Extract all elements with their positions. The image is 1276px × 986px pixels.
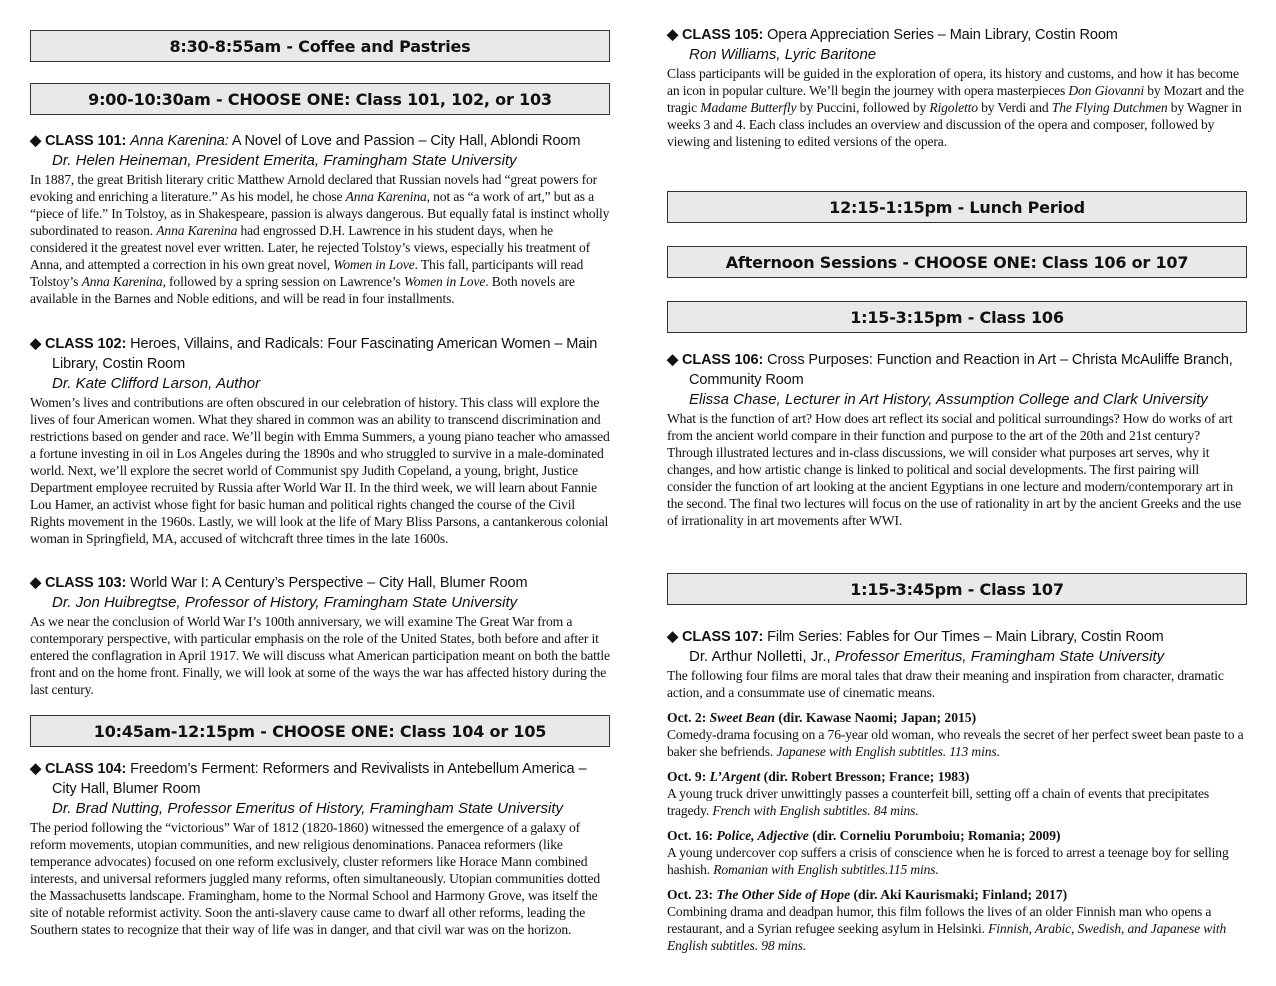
text-segment: ◆ CLASS 101: — [30, 133, 131, 149]
text-segment: Oct. 9: — [667, 769, 710, 784]
text-segment: The Other Side of Hope — [716, 887, 851, 902]
text-segment: The period following the “victorious” War of 1812 (1820-1860) witnessed the emergence of a galaxy of reform movements, utopian communities, and new religious denominations. Panacea reformers (like temperance advocates) focused on one reform exclusively, cluster reformers like Horace Mann combined interests, and universal reformers juggled many reforms, often simultaneously. Utopian communities dotted the Massachusetts landscape. Framingham, home to the Normal School and Harmony Grove, was itself the site of notable reformist activity. Soon the anti-slavery cause came to dwarf all other reforms, leading the Southern states to recognize that their way of life was in danger, and that civil war was on the horizon. — [30, 820, 601, 937]
text-segment: Madame Butterfly — [700, 100, 797, 115]
film-title — [667, 886, 1247, 903]
text-segment: A Novel of Love and Passion – City Hall, Ablondi Room — [228, 133, 581, 149]
text-segment: , not as “a work of art,” but as a “piece of life.” In Tolstoy, as in Shakespeare, passion is always dangerous. But equally fatal is instinct wholly subordinated to reason. — [30, 189, 610, 238]
class-heading — [667, 627, 1247, 647]
text-segment: The Flying Dutchmen — [1051, 100, 1168, 115]
schedule-bar-lunch: 12:15-1:15pm - Lunch Period — [667, 191, 1247, 223]
class-104 — [30, 759, 610, 938]
film-description — [667, 903, 1247, 954]
text-segment: by Wagner in weeks 3 and 4. Each class includes an overview and discussion of the opera and composer, followed by viewing and listening to edited versions of the opera. — [667, 100, 1242, 149]
instructor: Dr. Jon Huibregtse, Professor of History, Framingham State University — [52, 594, 518, 611]
text-segment: Comedy-drama focusing on a 76-year old woman, who reveals the secret of her perfect sweet bean paste to a baker she befriends. — [667, 727, 1244, 759]
text-segment: Women’s lives and contributions are often obscured in our celebration of history. This class will explore the lives of four American women. What they shared in common was an ability to transcend discrimination and restrictions based on gender and race. We’ll begin with Emma Summers, a young piano teacher who amassed a fortune investing in oil in Los Angeles during the 1890s and who struggled to survive in a male-dominated world. Next, we’ll explore the secret world of Communist spy Judith Copeland, a young, bright, Justice Department employee recruited by Russia after World War II. In the third week, we will learn about Fannie Lou Hamer, an activist whose fight for basic human and political rights changed the course of the Civil Rights movement in the 1960s. Lastly, we will look at the life of Mary Bliss Parsons, a cantankerous colonial woman in Springfield, MA, accused of witchcraft three times in the late 1600s. — [30, 395, 610, 546]
text-segment: Police, Adjective — [716, 828, 809, 843]
text-segment: What is the function of art? How does art reflect its social and political surroundings? How do works of art from the ancient world compare in their function and purpose to the art of the 20th and 21st century? Through illustrated lectures and in-class discussions, we will consider what purposes art serves, why it changes, and how artistic change is linked to political and social developments. The first pairing will consider the function of art looking at the ancient Egyptians in one lecture and modern/contemporary art in the second. The final two lectures will focus on the use of rationality in art by the ancient Greeks and the use of irrationality in art movements after WWI. — [667, 411, 1242, 528]
film-description — [667, 844, 1247, 878]
text-segment: Sweet Bean — [709, 710, 775, 725]
film-title — [667, 768, 1247, 785]
text-segment: by Mozart and the tragic — [667, 83, 1244, 115]
schedule-bar-morning: 9:00-10:30am - CHOOSE ONE: Class 101, 102, or 103 — [30, 83, 610, 115]
instructor: Elissa Chase, Lecturer in Art History, Assumption College and Clark University — [689, 391, 1208, 408]
text-segment: , followed by a spring session on Lawrence’s — [162, 274, 404, 289]
class-heading — [30, 131, 610, 151]
class-description — [667, 65, 1247, 150]
film-item — [667, 709, 1247, 760]
text-segment: Rigoletto — [929, 100, 978, 115]
class-heading — [667, 350, 1247, 390]
instructor: Ron Williams, Lyric Baritone — [689, 46, 877, 63]
text-segment: Women in Love — [403, 274, 486, 289]
text-segment: ◆ CLASS 103: — [30, 575, 131, 591]
text-segment: . Both novels are available in the Barnes and Noble editions, and will be read in four installments. — [30, 274, 575, 306]
class-103 — [30, 573, 610, 698]
text-segment: Class participants will be guided in the exploration of opera, its history and customs, and how it has become an icon in popular culture. We’ll begin the journey with opera masterpieces — [667, 66, 1239, 98]
film-item — [667, 768, 1247, 819]
text-segment: Oct. 2: — [667, 710, 710, 725]
class-105 — [667, 25, 1247, 150]
schedule-bar-class-107: 1:15-3:45pm - Class 107 — [667, 573, 1247, 605]
text-segment: ◆ CLASS 102: — [30, 336, 131, 352]
schedule-bar-afternoon: Afternoon Sessions - CHOOSE ONE: Class 106 or 107 — [667, 246, 1247, 278]
film-list — [667, 709, 1247, 954]
text-segment: A young undercover cop suffers a crisis of conscience when he is forced to arrest a teenage boy for selling hashish. — [667, 845, 1229, 877]
class-description — [667, 667, 1247, 701]
text-segment: (dir. Aki Kaurismaki; Finland; 2017) — [850, 887, 1068, 902]
text-segment: L’Argent — [709, 769, 761, 784]
text-segment: Romanian with English subtitles.115 mins. — [713, 862, 939, 877]
text-segment: Finnish, Arabic, Swedish, and Japanese with English subtitles. 98 mins. — [667, 921, 1227, 953]
text-segment: ◆ CLASS 105: — [667, 27, 768, 43]
text-segment: ◆ CLASS 104: — [30, 761, 131, 777]
film-title — [667, 709, 1247, 726]
text-segment: Oct. 16: — [667, 828, 717, 843]
text-segment: Anna Karenina: — [130, 133, 229, 149]
text-segment: In 1887, the great British literary critic Matthew Arnold declared that Russian novels had “great powers for evoking and enriching a literature.” As his model, he chose — [30, 172, 598, 204]
text-segment: (dir. Corneliu Porumboiu; Romania; 2009) — [808, 828, 1061, 843]
class-heading — [30, 334, 610, 374]
text-segment: A young truck driver unwittingly passes a counterfeit bill, setting off a chain of events that precipitates tragedy. — [667, 786, 1210, 818]
text-segment: Film Series: Fables for Our Times – Main Library, Costin Room — [767, 629, 1164, 645]
text-segment: by Puccini, followed by — [796, 100, 930, 115]
text-segment: Dr. Arthur Nolletti, Jr., — [689, 648, 835, 665]
class-description — [30, 171, 610, 307]
schedule-bar-midmorning: 10:45am-12:15pm - CHOOSE ONE: Class 104 or 105 — [30, 715, 610, 747]
film-item — [667, 827, 1247, 878]
instructor: Dr. Brad Nutting, Professor Emeritus of History, Framingham State University — [52, 800, 563, 817]
schedule-bar-coffee: 8:30-8:55am - Coffee and Pastries — [30, 30, 610, 62]
text-segment: Combining drama and deadpan humor, this film follows the lives of an older Finnish man who opens a restaurant, and a Syrian refugee seeking asylum in Helsinki. — [667, 904, 1212, 936]
text-segment: Cross Purposes: Function and Reaction in Art – Christa McAuliffe Branch, Community Room — [689, 352, 1233, 388]
text-segment: Freedom’s Ferment: Reformers and Revivalists in Antebellum America – City Hall, Blumer Room — [52, 761, 587, 797]
class-description — [30, 819, 610, 938]
text-segment: Women in Love — [333, 257, 415, 272]
text-segment: (dir. Robert Bresson; France; 1983) — [760, 769, 970, 784]
text-segment: The following four films are moral tales that draw their meaning and inspiration from character, dramatic action, and a consummate use of cinematic means. — [667, 668, 1224, 700]
text-segment: had engrossed D.H. Lawrence in his student days, when he considered it the greatest novel ever written. Later, he rejected Tolstoy’s views, especially his treatment of Anna, and attempted a correction in his own great novel, — [30, 223, 591, 272]
class-101 — [30, 131, 610, 307]
film-item — [667, 886, 1247, 954]
text-segment: ◆ CLASS 107: — [667, 629, 768, 645]
class-description — [30, 394, 610, 547]
class-102 — [30, 334, 610, 547]
instructor — [667, 647, 1247, 667]
class-107 — [667, 627, 1247, 954]
instructor: Dr. Helen Heineman, President Emerita, Framingham State University — [52, 152, 517, 169]
text-segment: . — [996, 744, 1000, 759]
instructor: Dr. Kate Clifford Larson, Author — [52, 375, 261, 392]
text-segment: French with English subtitles. 84 mins. — [712, 803, 919, 818]
text-segment: Anna Karenina — [156, 223, 238, 238]
class-description — [30, 613, 610, 698]
text-segment: ◆ CLASS 106: — [667, 352, 768, 368]
class-106 — [667, 350, 1247, 529]
text-segment: Opera Appreciation Series – Main Library, Costin Room — [767, 27, 1118, 43]
text-segment: As we near the conclusion of World War I’s 100th anniversary, we will examine The Great War from a contemporary perspective, with particular emphasis on the role of the United States, both before and after it entered the conflagration in April 1917. We will discuss what American participation meant on both the battle front and on the home front. Finally, we will look at some of the ways the war has affected history during the last century. — [30, 614, 610, 697]
film-description — [667, 785, 1247, 819]
class-heading — [30, 759, 610, 799]
text-segment: Heroes, Villains, and Radicals: Four Fascinating American Women – Main Library, Costin Room — [52, 336, 598, 372]
text-segment: World War I: A Century’s Perspective – City Hall, Blumer Room — [130, 575, 528, 591]
text-segment: by Verdi and — [977, 100, 1052, 115]
schedule-bar-class-106: 1:15-3:15pm - Class 106 — [667, 301, 1247, 333]
text-segment: Japanese with English subtitles. 113 mins — [776, 744, 997, 759]
class-heading — [30, 573, 610, 593]
text-segment: Professor Emeritus, Framingham State University — [834, 648, 1165, 665]
film-title — [667, 827, 1247, 844]
text-segment: Oct. 23: — [667, 887, 717, 902]
text-segment: Anna Karenina — [345, 189, 427, 204]
film-description — [667, 726, 1247, 760]
text-segment: (dir. Kawase Naomi; Japan; 2015) — [774, 710, 977, 725]
class-description — [667, 410, 1247, 529]
text-segment: Anna Karenina — [81, 274, 163, 289]
text-segment: Don Giovanni — [1068, 83, 1144, 98]
class-heading — [667, 25, 1247, 45]
text-segment: . This fall, participants will read Tolstoy’s — [30, 257, 584, 289]
